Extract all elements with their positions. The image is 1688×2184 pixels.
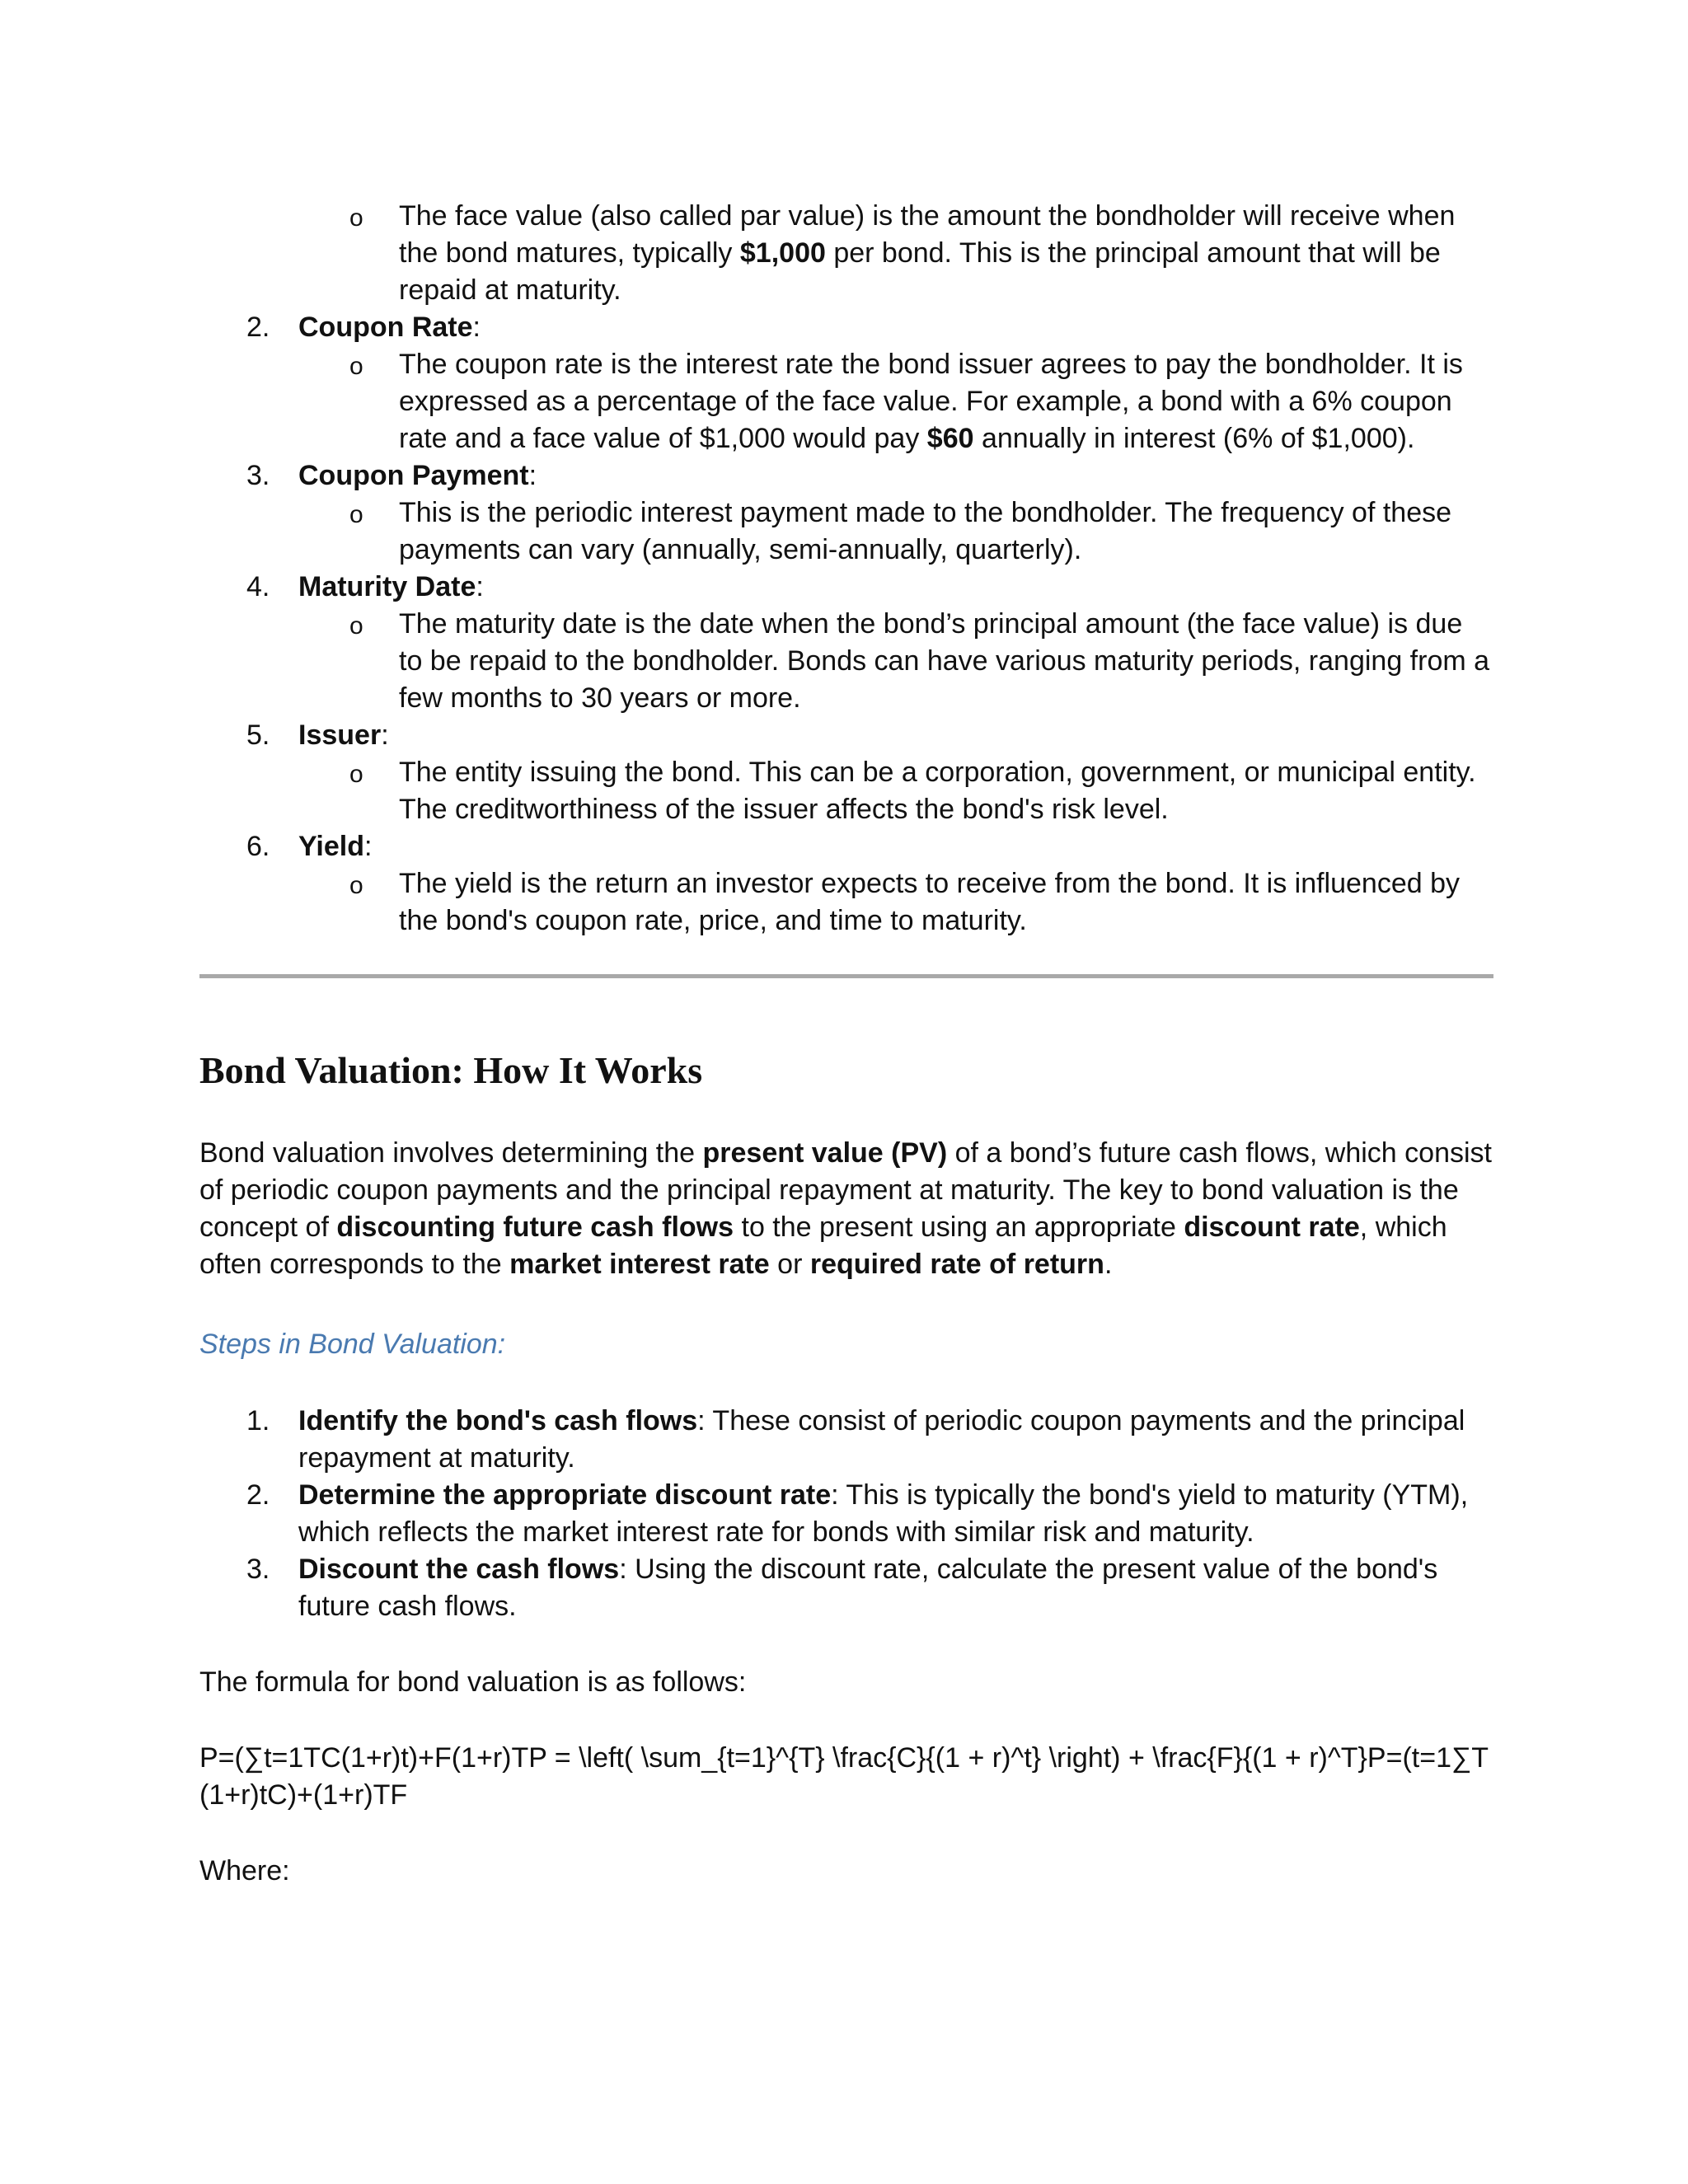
definition-bullet-text xyxy=(399,757,1476,825)
step-text: : Using the discount rate, calculate the present value of the bond's future cash flows. xyxy=(298,1554,1438,1622)
definition-item xyxy=(199,828,1493,940)
section-title: Bond Valuation: How It Works xyxy=(199,1049,703,1091)
text-run: This is the periodic interest payment made to the bondholder. The frequency of these payments can vary (annually, semi-annually, quarterly). xyxy=(399,497,1452,565)
definition-bullet xyxy=(199,494,1493,569)
text-run: Bond valuation involves determining the xyxy=(199,1137,703,1169)
list-number: 6. xyxy=(246,831,270,862)
definition-title: Maturity Date xyxy=(298,571,476,602)
definition-intro xyxy=(199,198,1493,309)
definition-bullet-text xyxy=(399,497,1451,565)
text-run: of a bond’s future cash flows, which consist of periodic coupon payments and the principal repayment at maturity. The key to bond valuation is the concept of xyxy=(199,1137,1492,1243)
bold-run: discount rate xyxy=(1184,1212,1360,1243)
bold-run: $60 xyxy=(926,423,974,454)
definition-heading xyxy=(199,717,1493,754)
bullet-circle-icon: o xyxy=(349,353,363,380)
text-run: or xyxy=(769,1249,810,1280)
text-run: per bond. This is the principal amount that will be repaid at maturity. xyxy=(399,237,1441,306)
definition-item xyxy=(199,569,1493,717)
definition-item xyxy=(199,457,1493,569)
definition-heading xyxy=(199,828,1493,865)
definition-heading xyxy=(199,457,1493,494)
step-title: Identify the bond's cash flows xyxy=(298,1405,698,1436)
list-number: 3. xyxy=(246,460,270,491)
text-run: annually in interest (6% of $1,000). xyxy=(973,423,1415,454)
definition-title: Yield xyxy=(298,831,364,862)
definition-title: Issuer xyxy=(298,719,382,751)
step-item xyxy=(199,1551,1493,1625)
definition-bullet-text xyxy=(399,349,1463,454)
definition-bullet xyxy=(199,606,1493,717)
steps-list xyxy=(199,1403,1493,1625)
horizontal-divider xyxy=(199,974,1493,978)
list-number: 1. xyxy=(246,1405,270,1436)
list-number: 5. xyxy=(246,719,270,751)
formula-intro: The formula for bond valuation is as follows: xyxy=(199,1666,747,1698)
step-title: Discount the cash flows xyxy=(298,1554,620,1585)
list-number: 4. xyxy=(246,571,270,602)
document-content xyxy=(199,198,1493,1890)
list-number: 2. xyxy=(246,1479,270,1511)
definition-bullet-text xyxy=(399,608,1489,714)
step-text: : This is typically the bond's yield to maturity (YTM), which reflects the market interest rate for bonds with similar risk and maturity. xyxy=(298,1479,1469,1548)
formula-text: P=(∑t=1TC(1+r)t)+F(1+r)TP = \left( \sum_{t=1}^{T} \frac{C}{(1 + r)^t} \right) + \frac{F}{(1 + r)^T}P=(t=1∑T (1+r)tC)+(1+r)TF xyxy=(199,1742,1489,1811)
text-run: to the present using an appropriate xyxy=(734,1212,1184,1243)
bold-run: $1,000 xyxy=(739,237,826,269)
bullet-circle-icon: o xyxy=(349,612,363,640)
bold-run: market interest rate xyxy=(509,1249,770,1280)
definitions-list xyxy=(199,309,1493,940)
definition-item xyxy=(199,309,1493,457)
text-run: The maturity date is the date when the bond’s principal amount (the face value) is due to be repaid to the bondholder. Bonds can have various maturity periods, ranging from a few months to 30 years or more. xyxy=(399,608,1490,714)
text-run: The face value (also called par value) is the amount the bondholder will receive when the bond matures, typically xyxy=(399,200,1456,269)
step-item xyxy=(199,1477,1493,1551)
bullet-circle-icon: o xyxy=(349,761,363,788)
bullet-circle-icon: o xyxy=(349,501,363,528)
definition-bullet xyxy=(199,754,1493,828)
text-run: The entity issuing the bond. This can be a corporation, government, or municipal entity. The creditworthiness of the issuer affects the bond's risk level. xyxy=(399,757,1476,825)
definition-item xyxy=(199,717,1493,828)
definition-colon: : xyxy=(364,831,373,862)
definition-bullet xyxy=(199,865,1493,940)
definition-title: Coupon Payment xyxy=(298,460,529,491)
definition-colon: : xyxy=(528,460,537,491)
definition-bullet xyxy=(199,198,1493,309)
bold-run: present value (PV) xyxy=(702,1137,948,1169)
where-label: Where: xyxy=(199,1855,290,1886)
bullet-circle-icon: o xyxy=(349,204,363,232)
bold-run: discounting future cash flows xyxy=(336,1212,734,1243)
step-title: Determine the appropriate discount rate xyxy=(298,1479,832,1511)
definition-bullet-text xyxy=(399,200,1455,306)
list-number: 3. xyxy=(246,1554,270,1585)
definition-heading xyxy=(199,309,1493,346)
text-run: . xyxy=(1104,1249,1113,1280)
definition-heading xyxy=(199,569,1493,606)
step-item xyxy=(199,1403,1493,1477)
step-text: : These consist of periodic coupon payments and the principal repayment at maturity. xyxy=(298,1405,1465,1474)
bullet-circle-icon: o xyxy=(349,872,363,899)
list-number: 2. xyxy=(246,312,270,343)
definition-bullet xyxy=(199,346,1493,457)
valuation-intro-paragraph xyxy=(199,1135,1493,1283)
text-run: The coupon rate is the interest rate the bond issuer agrees to pay the bondholder. It is expressed as a percentage of the face value. For example, a bond with a 6% coupon rate and a face value of $1,000 would pay xyxy=(399,349,1463,454)
bold-run: required rate of return xyxy=(809,1249,1104,1280)
steps-heading: Steps in Bond Valuation: xyxy=(199,1329,506,1360)
definition-title: Coupon Rate xyxy=(298,312,473,343)
text-run: , which often corresponds to the xyxy=(199,1212,1447,1280)
definition-bullet-text xyxy=(399,868,1460,936)
definition-colon: : xyxy=(476,571,484,602)
definition-colon: : xyxy=(381,719,389,751)
definition-colon: : xyxy=(472,312,481,343)
text-run: The yield is the return an investor expects to receive from the bond. It is influenced by the bond's coupon rate, price, and time to maturity. xyxy=(399,868,1461,936)
